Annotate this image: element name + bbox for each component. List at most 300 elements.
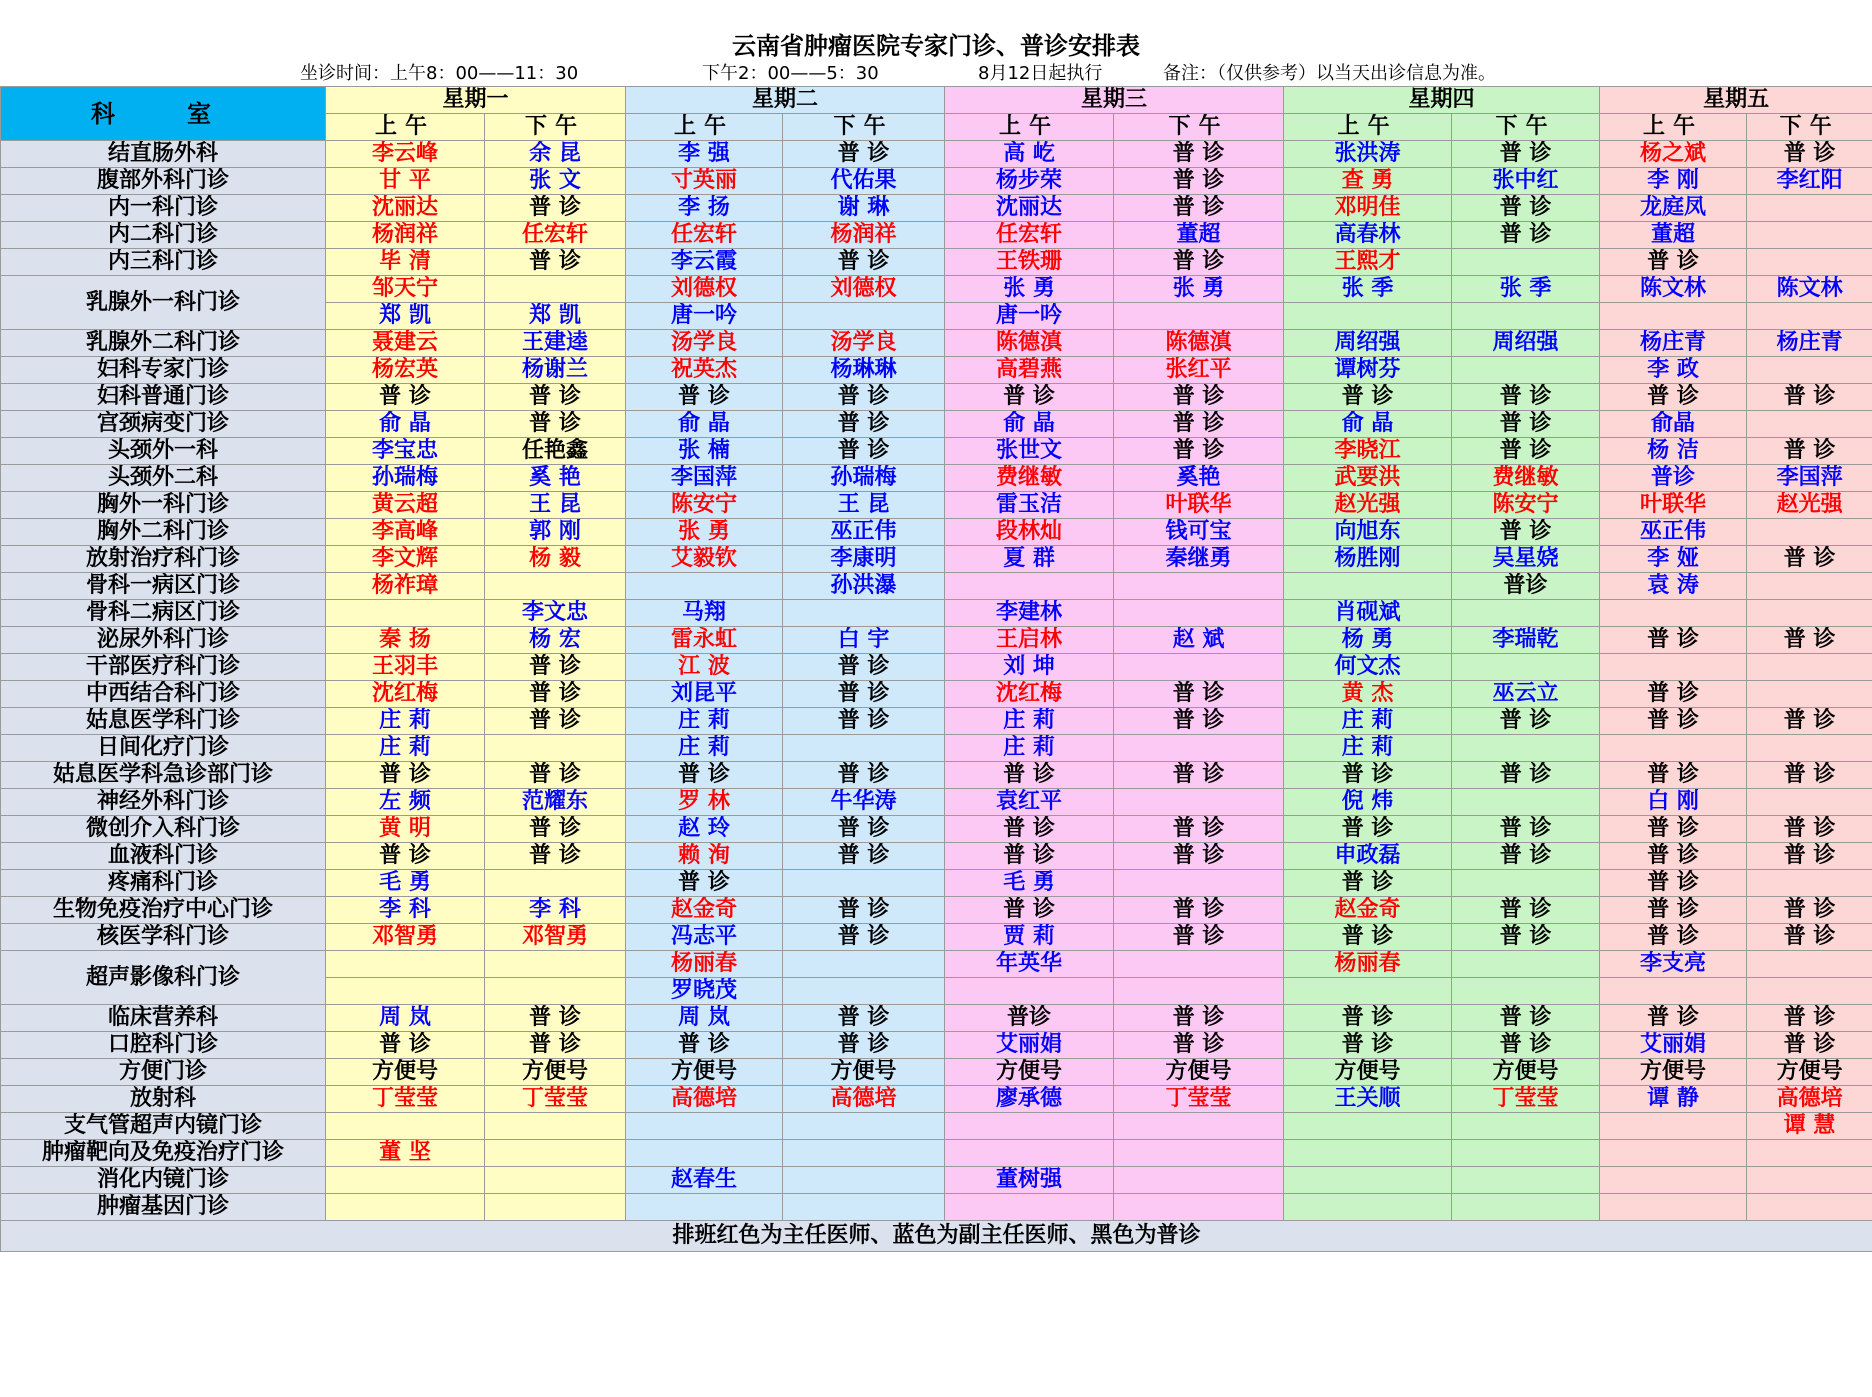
table-row: [1, 789, 1872, 816]
schedule-cell: 王铁珊: [945, 249, 1114, 276]
schedule-cell: [485, 1167, 626, 1194]
table-row: [1, 762, 1872, 789]
dept-name: 头颈外二科: [1, 465, 326, 492]
table-row: [1, 897, 1872, 924]
schedule-cell: 俞 晶: [626, 411, 783, 438]
schedule-cell: 白 宇: [783, 627, 945, 654]
schedule-cell: 普诊: [1600, 465, 1747, 492]
schedule-cell: [1114, 1140, 1284, 1167]
schedule-cell: 普 诊: [1114, 1032, 1284, 1059]
schedule-sheet: [0, 30, 1872, 1252]
schedule-cell: [1747, 1167, 1872, 1194]
schedule-cell: 普 诊: [783, 762, 945, 789]
schedule-cell: 李康明: [783, 546, 945, 573]
schedule-cell: [1747, 978, 1872, 1005]
schedule-cell: 巫云立: [1452, 681, 1600, 708]
schedule-cell: 普 诊: [1600, 384, 1747, 411]
schedule-cell: 普 诊: [783, 924, 945, 951]
table-row: [1, 492, 1872, 519]
dept-name: 头颈外一科: [1, 438, 326, 465]
schedule-cell: 杨庄青: [1747, 330, 1872, 357]
schedule-cell: 李 娅: [1600, 546, 1747, 573]
schedule-cell: [1452, 1167, 1600, 1194]
schedule-cell: 刘德权: [783, 276, 945, 303]
table-row: [1, 951, 1872, 978]
subtitle-bar: [0, 62, 1872, 86]
schedule-cell: 普 诊: [1600, 681, 1747, 708]
schedule-cell: 唐一吟: [945, 303, 1114, 330]
schedule-cell: 普 诊: [1114, 384, 1284, 411]
table-row: [1, 519, 1872, 546]
schedule-cell: 普 诊: [1114, 1005, 1284, 1032]
schedule-cell: [1114, 303, 1284, 330]
schedule-cell: 赵金奇: [626, 897, 783, 924]
schedule-cell: 杨 宏: [485, 627, 626, 654]
schedule-cell: 倪 炜: [1284, 789, 1452, 816]
schedule-cell: 谢 琳: [783, 195, 945, 222]
schedule-cell: 谭树芬: [1284, 357, 1452, 384]
schedule-cell: 刘昆平: [626, 681, 783, 708]
schedule-cell: 方便号: [1747, 1059, 1872, 1086]
schedule-cell: [1452, 600, 1600, 627]
schedule-cell: 叶联华: [1600, 492, 1747, 519]
schedule-cell: 祝英杰: [626, 357, 783, 384]
schedule-cell: 普 诊: [783, 816, 945, 843]
schedule-cell: [1114, 1113, 1284, 1140]
schedule-cell: 龙庭凤: [1600, 195, 1747, 222]
schedule-cell: [783, 1140, 945, 1167]
schedule-cell: [1747, 303, 1872, 330]
table-row: [1, 1194, 1872, 1221]
schedule-cell: 普诊: [945, 1005, 1114, 1032]
schedule-cell: 李国萍: [626, 465, 783, 492]
schedule-cell: 袁 涛: [1600, 573, 1747, 600]
am-header: 上午: [1284, 114, 1452, 141]
schedule-cell: 普 诊: [1600, 1005, 1747, 1032]
schedule-cell: [945, 573, 1114, 600]
schedule-cell: 张红平: [1114, 357, 1284, 384]
schedule-cell: 刘 坤: [945, 654, 1114, 681]
schedule-cell: 年英华: [945, 951, 1114, 978]
schedule-cell: 普 诊: [783, 708, 945, 735]
schedule-cell: 普 诊: [1747, 438, 1872, 465]
schedule-cell: 普 诊: [485, 1032, 626, 1059]
schedule-cell: 张 楠: [626, 438, 783, 465]
schedule-cell: 普 诊: [1452, 708, 1600, 735]
table-row: [1, 141, 1872, 168]
schedule-cell: 董超: [1114, 222, 1284, 249]
schedule-cell: 方便号: [1452, 1059, 1600, 1086]
schedule-cell: 赵春生: [626, 1167, 783, 1194]
schedule-cell: 普 诊: [1747, 924, 1872, 951]
schedule-cell: 庄 莉: [945, 708, 1114, 735]
schedule-cell: 普 诊: [783, 141, 945, 168]
schedule-cell: 雷永虹: [626, 627, 783, 654]
dept-name: 中西结合科门诊: [1, 681, 326, 708]
schedule-cell: 普 诊: [1284, 1032, 1452, 1059]
schedule-cell: 俞 晶: [945, 411, 1114, 438]
schedule-cell: 郭 刚: [485, 519, 626, 546]
schedule-cell: 普 诊: [1284, 924, 1452, 951]
schedule-cell: 代佑果: [783, 168, 945, 195]
schedule-cell: 普 诊: [945, 897, 1114, 924]
schedule-cell: 普 诊: [1600, 924, 1747, 951]
schedule-cell: 丁莹莹: [485, 1086, 626, 1113]
schedule-cell: 普 诊: [485, 654, 626, 681]
schedule-cell: 申政磊: [1284, 843, 1452, 870]
schedule-cell: [1452, 249, 1600, 276]
schedule-cell: 牛华涛: [783, 789, 945, 816]
schedule-cell: 普 诊: [1452, 924, 1600, 951]
schedule-cell: 杨祚璋: [326, 573, 485, 600]
schedule-cell: 普 诊: [626, 1032, 783, 1059]
schedule-cell: [1452, 303, 1600, 330]
schedule-cell: 余 昆: [485, 141, 626, 168]
schedule-cell: [626, 573, 783, 600]
schedule-cell: 普 诊: [485, 762, 626, 789]
schedule-cell: [1747, 654, 1872, 681]
schedule-cell: [1600, 1194, 1747, 1221]
am-header: 上午: [626, 114, 783, 141]
schedule-cell: 李 科: [326, 897, 485, 924]
schedule-cell: [1600, 1140, 1747, 1167]
schedule-cell: 普 诊: [1452, 411, 1600, 438]
schedule-cell: 方便号: [1284, 1059, 1452, 1086]
schedule-cell: 黄云超: [326, 492, 485, 519]
table-row: [1, 195, 1872, 222]
schedule-cell: 普 诊: [1114, 843, 1284, 870]
table-row: [1, 1167, 1872, 1194]
dept-name: 姑息医学科急诊部门诊: [1, 762, 326, 789]
table-row: [1, 276, 1872, 303]
schedule-cell: [1452, 654, 1600, 681]
schedule-cell: 毕 清: [326, 249, 485, 276]
schedule-cell: 马翔: [626, 600, 783, 627]
schedule-cell: 邓明佳: [1284, 195, 1452, 222]
pm-header: 下午: [1452, 114, 1600, 141]
dept-name: 姑息医学科门诊: [1, 708, 326, 735]
schedule-cell: [485, 276, 626, 303]
am-header: 上午: [326, 114, 485, 141]
schedule-cell: 刘德权: [626, 276, 783, 303]
schedule-cell: 方便号: [945, 1059, 1114, 1086]
schedule-cell: 普 诊: [1452, 843, 1600, 870]
table-row: [1, 384, 1872, 411]
schedule-cell: 普 诊: [485, 708, 626, 735]
schedule-cell: 艾丽娟: [1600, 1032, 1747, 1059]
schedule-cell: [1114, 870, 1284, 897]
schedule-cell: [1747, 222, 1872, 249]
table-row: [1, 465, 1872, 492]
schedule-cell: 任宏轩: [626, 222, 783, 249]
schedule-cell: 俞 晶: [326, 411, 485, 438]
schedule-cell: 普 诊: [1114, 762, 1284, 789]
schedule-cell: 李文辉: [326, 546, 485, 573]
schedule-cell: [1114, 951, 1284, 978]
schedule-cell: [1747, 1194, 1872, 1221]
table-row: [1, 573, 1872, 600]
schedule-cell: 张洪涛: [1284, 141, 1452, 168]
schedule-cell: 丁莹莹: [326, 1086, 485, 1113]
schedule-cell: 寸英丽: [626, 168, 783, 195]
dept-name: 妇科普通门诊: [1, 384, 326, 411]
schedule-cell: [1114, 1167, 1284, 1194]
schedule-cell: 普 诊: [485, 816, 626, 843]
dept-name: 消化内镜门诊: [1, 1167, 326, 1194]
time-pm: 下午2：00——5：30: [702, 63, 879, 84]
schedule-cell: 王 昆: [783, 492, 945, 519]
schedule-cell: 普 诊: [1747, 1032, 1872, 1059]
schedule-cell: 庄 莉: [326, 735, 485, 762]
schedule-cell: [1747, 249, 1872, 276]
dept-name: 口腔科门诊: [1, 1032, 326, 1059]
dept-name: 内二科门诊: [1, 222, 326, 249]
dept-column-header: 科 室: [1, 87, 326, 141]
dept-name: 宫颈病变门诊: [1, 411, 326, 438]
schedule-cell: 王启林: [945, 627, 1114, 654]
schedule-cell: 陈德滇: [1114, 330, 1284, 357]
schedule-cell: 赵 玲: [626, 816, 783, 843]
schedule-cell: 张 季: [1452, 276, 1600, 303]
schedule-cell: 邓智勇: [485, 924, 626, 951]
dept-name: 放射科: [1, 1086, 326, 1113]
schedule-cell: 普 诊: [1452, 195, 1600, 222]
schedule-cell: 普 诊: [1747, 897, 1872, 924]
pm-header: 下午: [1114, 114, 1284, 141]
schedule-cell: 费继敏: [945, 465, 1114, 492]
schedule-cell: 高碧燕: [945, 357, 1114, 384]
schedule-cell: 普 诊: [485, 249, 626, 276]
schedule-cell: 普 诊: [485, 1005, 626, 1032]
schedule-cell: 普 诊: [1284, 1005, 1452, 1032]
table-row: [1, 627, 1872, 654]
schedule-cell: 甘 平: [326, 168, 485, 195]
schedule-cell: [1284, 1113, 1452, 1140]
dept-name: 乳腺外一科门诊: [1, 276, 326, 330]
schedule-cell: 俞晶: [1600, 411, 1747, 438]
schedule-cell: [1747, 681, 1872, 708]
schedule-cell: 周绍强: [1452, 330, 1600, 357]
schedule-cell: 普 诊: [1747, 1005, 1872, 1032]
table-row: [1, 330, 1872, 357]
schedule-cell: 杨宏英: [326, 357, 485, 384]
schedule-cell: 赵金奇: [1284, 897, 1452, 924]
schedule-cell: 方便号: [485, 1059, 626, 1086]
schedule-cell: 李云霞: [626, 249, 783, 276]
schedule-cell: 普 诊: [326, 843, 485, 870]
schedule-cell: 黄 明: [326, 816, 485, 843]
schedule-cell: 普 诊: [945, 843, 1114, 870]
schedule-cell: [783, 735, 945, 762]
schedule-cell: 普 诊: [1452, 222, 1600, 249]
table-row: [1, 357, 1872, 384]
schedule-cell: 冯志平: [626, 924, 783, 951]
day-header-mon: 星期一: [326, 87, 626, 114]
schedule-cell: 普 诊: [1452, 519, 1600, 546]
schedule-cell: 普 诊: [783, 654, 945, 681]
am-header: 上午: [1600, 114, 1747, 141]
table-row: [1, 168, 1872, 195]
schedule-cell: 李 强: [626, 141, 783, 168]
schedule-cell: 赵 斌: [1114, 627, 1284, 654]
schedule-cell: 普 诊: [626, 762, 783, 789]
schedule-cell: [1284, 1140, 1452, 1167]
schedule-cell: [485, 870, 626, 897]
schedule-cell: 杨之斌: [1600, 141, 1747, 168]
schedule-cell: 陈安宁: [626, 492, 783, 519]
schedule-cell: 普 诊: [1452, 438, 1600, 465]
schedule-cell: [1452, 978, 1600, 1005]
schedule-cell: 庄 莉: [1284, 708, 1452, 735]
table-row: [1, 843, 1872, 870]
dept-name: 方便门诊: [1, 1059, 326, 1086]
schedule-cell: 杨丽春: [626, 951, 783, 978]
schedule-cell: 孙瑞梅: [783, 465, 945, 492]
schedule-cell: 普 诊: [783, 438, 945, 465]
schedule-cell: [326, 600, 485, 627]
schedule-cell: [1114, 978, 1284, 1005]
schedule-cell: 沈丽达: [945, 195, 1114, 222]
schedule-cell: [485, 573, 626, 600]
schedule-cell: 方便号: [626, 1059, 783, 1086]
schedule-cell: [326, 951, 485, 978]
schedule-cell: 普 诊: [1747, 762, 1872, 789]
schedule-cell: 张 季: [1284, 276, 1452, 303]
schedule-cell: 普 诊: [1114, 195, 1284, 222]
schedule-cell: 任宏轩: [485, 222, 626, 249]
schedule-cell: 俞 晶: [1284, 411, 1452, 438]
table-row: [1, 1113, 1872, 1140]
table-row: [1, 1059, 1872, 1086]
schedule-cell: 董树强: [945, 1167, 1114, 1194]
schedule-cell: [1747, 357, 1872, 384]
schedule-cell: 普 诊: [945, 762, 1114, 789]
schedule-cell: 普 诊: [1284, 384, 1452, 411]
schedule-cell: 高德培: [783, 1086, 945, 1113]
dept-name: 核医学科门诊: [1, 924, 326, 951]
schedule-cell: 普 诊: [626, 384, 783, 411]
dept-name: 结直肠外科: [1, 141, 326, 168]
schedule-cell: 李建林: [945, 600, 1114, 627]
schedule-cell: 普 诊: [783, 681, 945, 708]
dept-name: 胸外一科门诊: [1, 492, 326, 519]
schedule-cell: 贾 莉: [945, 924, 1114, 951]
schedule-cell: 陈文林: [1600, 276, 1747, 303]
schedule-cell: 普 诊: [1114, 249, 1284, 276]
schedule-cell: 毛 勇: [945, 870, 1114, 897]
schedule-cell: [485, 1194, 626, 1221]
schedule-cell: 普 诊: [1600, 708, 1747, 735]
dept-name: 干部医疗科门诊: [1, 654, 326, 681]
schedule-cell: 普 诊: [1600, 762, 1747, 789]
schedule-cell: 普 诊: [485, 411, 626, 438]
schedule-cell: 沈丽达: [326, 195, 485, 222]
dept-name: 放射治疗科门诊: [1, 546, 326, 573]
schedule-cell: [783, 951, 945, 978]
table-row: [1, 816, 1872, 843]
schedule-cell: [1600, 1113, 1747, 1140]
schedule-cell: [326, 1113, 485, 1140]
schedule-cell: 吴星娆: [1452, 546, 1600, 573]
schedule-cell: 普 诊: [1114, 141, 1284, 168]
schedule-cell: 普 诊: [1452, 816, 1600, 843]
schedule-cell: 董超: [1600, 222, 1747, 249]
schedule-cell: 武要洪: [1284, 465, 1452, 492]
schedule-cell: 普 诊: [485, 843, 626, 870]
schedule-cell: 普 诊: [626, 870, 783, 897]
schedule-cell: [626, 1140, 783, 1167]
schedule-cell: 查 勇: [1284, 168, 1452, 195]
schedule-cell: 李 刚: [1600, 168, 1747, 195]
schedule-cell: 普 诊: [1114, 924, 1284, 951]
schedule-cell: 普 诊: [945, 816, 1114, 843]
table-row: [1, 222, 1872, 249]
dept-name: 泌尿外科门诊: [1, 627, 326, 654]
schedule-cell: [1452, 735, 1600, 762]
dept-name: 微创介入科门诊: [1, 816, 326, 843]
schedule-cell: 普 诊: [1600, 627, 1747, 654]
schedule-cell: 王 昆: [485, 492, 626, 519]
day-header-tue: 星期二: [626, 87, 945, 114]
schedule-cell: 杨 洁: [1600, 438, 1747, 465]
schedule-cell: [945, 1194, 1114, 1221]
schedule-cell: 孙洪瀑: [783, 573, 945, 600]
schedule-cell: 普 诊: [485, 681, 626, 708]
schedule-cell: 赖 洵: [626, 843, 783, 870]
schedule-cell: [1114, 1194, 1284, 1221]
schedule-cell: 普 诊: [1114, 681, 1284, 708]
schedule-cell: 方便号: [783, 1059, 945, 1086]
page-title: 云南省肿瘤医院专家门诊、普诊安排表: [732, 32, 1140, 60]
schedule-cell: 普 诊: [1747, 816, 1872, 843]
schedule-cell: 李瑞乾: [1452, 627, 1600, 654]
schedule-cell: [1747, 735, 1872, 762]
schedule-cell: 普 诊: [783, 897, 945, 924]
schedule-cell: 普 诊: [1114, 438, 1284, 465]
schedule-cell: 邹天宁: [326, 276, 485, 303]
schedule-cell: 范耀东: [485, 789, 626, 816]
schedule-cell: 普 诊: [1452, 897, 1600, 924]
schedule-cell: 杨庄青: [1600, 330, 1747, 357]
schedule-cell: 孙瑞梅: [326, 465, 485, 492]
schedule-cell: 普 诊: [1747, 843, 1872, 870]
schedule-cell: [1747, 195, 1872, 222]
schedule-cell: 李 扬: [626, 195, 783, 222]
schedule-cell: 普 诊: [783, 843, 945, 870]
schedule-cell: [1114, 573, 1284, 600]
schedule-cell: 沈红梅: [326, 681, 485, 708]
table-row: [1, 438, 1872, 465]
schedule-cell: 江 波: [626, 654, 783, 681]
schedule-cell: [1284, 303, 1452, 330]
schedule-cell: 高德培: [1747, 1086, 1872, 1113]
schedule-cell: [1747, 573, 1872, 600]
dept-name: 内三科门诊: [1, 249, 326, 276]
dept-name: 日间化疗门诊: [1, 735, 326, 762]
schedule-cell: 普 诊: [1452, 1032, 1600, 1059]
schedule-cell: [1600, 600, 1747, 627]
schedule-cell: 陈文林: [1747, 276, 1872, 303]
schedule-cell: 唐一吟: [626, 303, 783, 330]
schedule-cell: 周 岚: [626, 1005, 783, 1032]
schedule-cell: 汤学良: [626, 330, 783, 357]
schedule-table: [0, 86, 1872, 1252]
schedule-cell: 任宏轩: [945, 222, 1114, 249]
schedule-cell: 沈红梅: [945, 681, 1114, 708]
schedule-cell: 普 诊: [1114, 411, 1284, 438]
schedule-cell: 秦继勇: [1114, 546, 1284, 573]
schedule-cell: 李高峰: [326, 519, 485, 546]
